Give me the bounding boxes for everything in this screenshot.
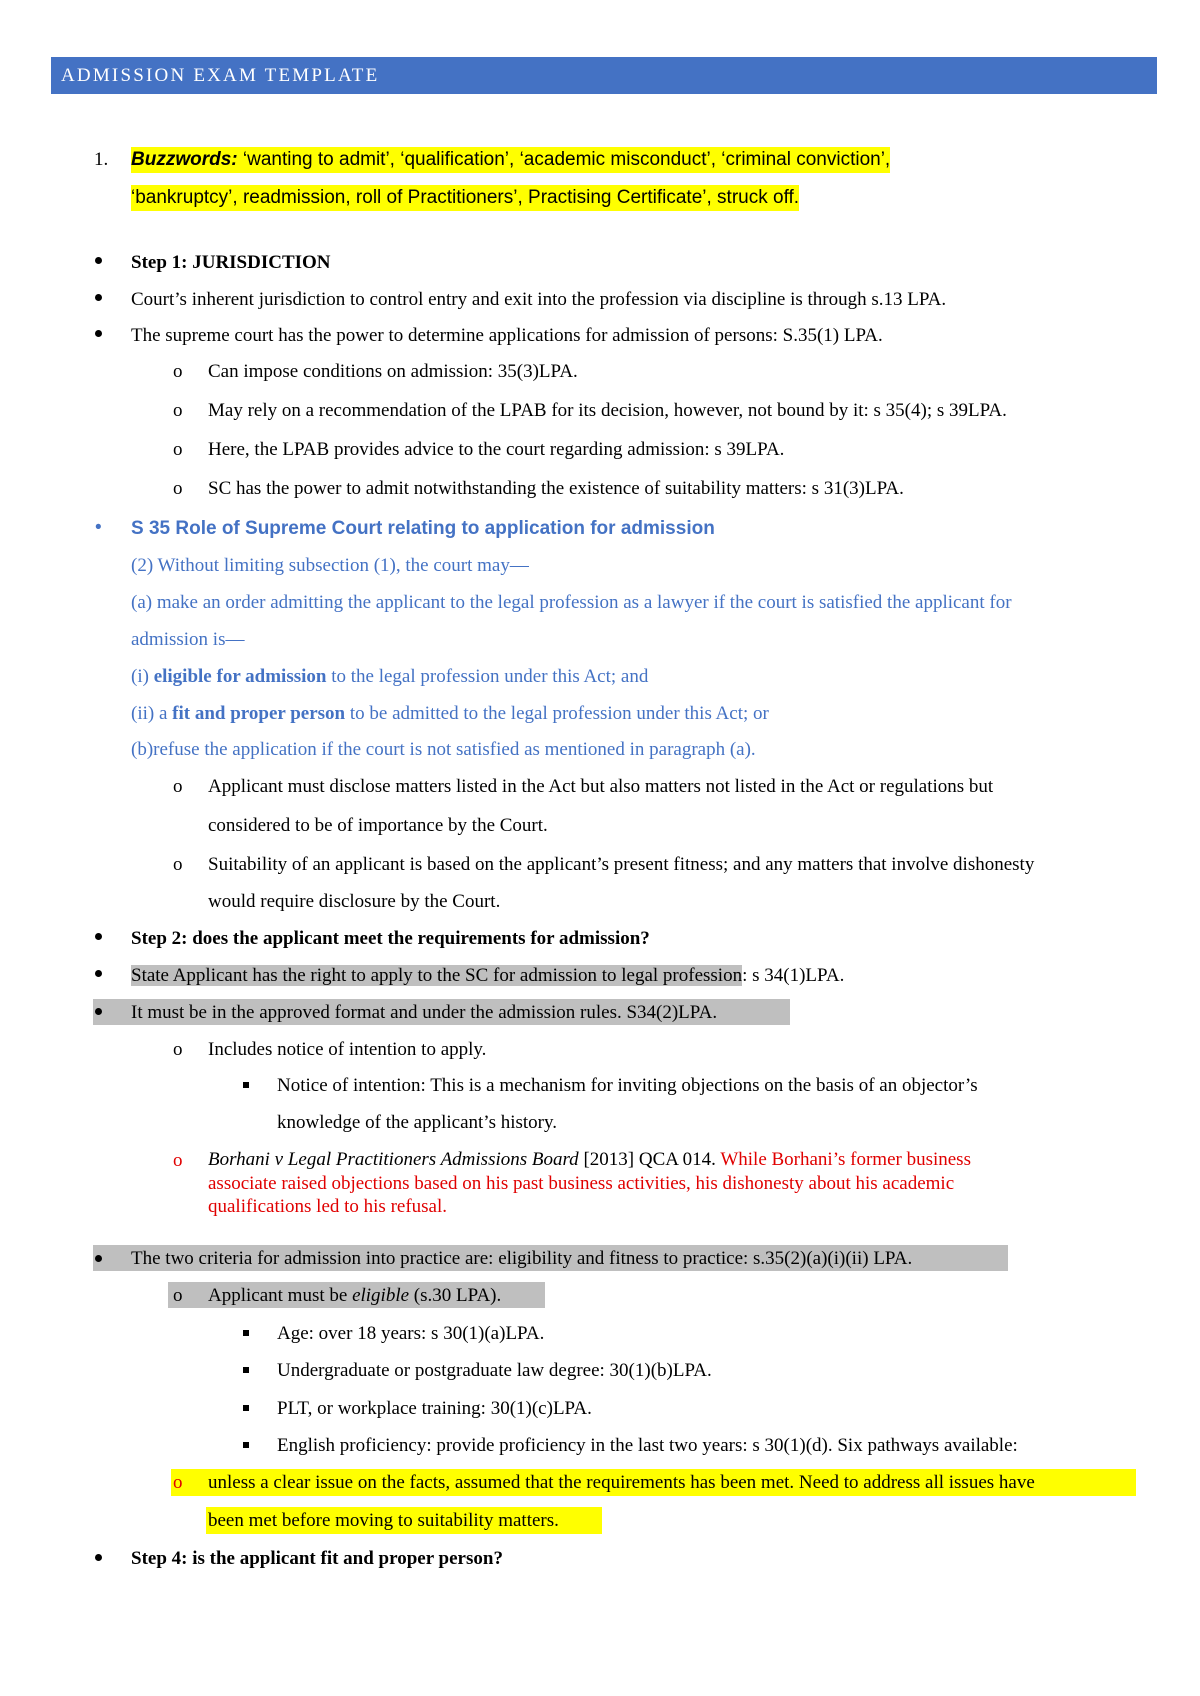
step1-bullet-1: Court’s inherent jurisdiction to control entry and exit into the profession via discipline is through s.13 LPA. (131, 289, 947, 310)
criteria-item-3: PLT, or workplace training: 30(1)(c)LPA. (277, 1398, 592, 1419)
criteria-item-1: Age: over 18 years: s 30(1)(a)LPA. (277, 1323, 545, 1344)
step1-sub-2: May rely on a recommendation of the LPAB for its decision, however, not bound by it: s 35(4); s 39LPA. (208, 400, 1007, 421)
red-sub-bullet-icon: o (173, 1150, 183, 1171)
sub-bullet-icon: o (173, 776, 183, 797)
buzzwords-text-1: ‘wanting to admit’, ‘qualification’, ‘academic misconduct’, ‘criminal conviction’, (237, 149, 891, 170)
s35-line-4: (i) eligible for admission to the legal profession under this Act; and (131, 666, 649, 687)
buzzwords-number: 1. (94, 149, 109, 170)
criteria-bullet: The two criteria for admission into practice are: eligibility and fitness to practice: s.35(2)(a)(i)(ii) LPA. (131, 1248, 913, 1269)
bullet-icon (95, 1008, 102, 1015)
sub-bullet-icon: o (173, 1039, 183, 1060)
step2-sub-1: Includes notice of intention to apply. (208, 1039, 487, 1060)
document-header (51, 57, 1157, 94)
step1-bullet-2: The supreme court has the power to determine applications for admission of persons: S.35(1) LPA. (131, 325, 883, 346)
sub-bullet-icon: o (173, 478, 183, 499)
bullet-icon (95, 294, 102, 301)
step4-heading: Step 4: is the applicant fit and proper person? (131, 1548, 503, 1569)
s35-line-6: (b)refuse the application if the court is not satisfied as mentioned in paragraph (a). (131, 739, 756, 760)
step2-subsub-1a: Notice of intention: This is a mechanism for inviting objections on the basis of an objector’s (277, 1075, 978, 1096)
s35-sub-1b: considered to be of importance by the Court. (208, 815, 548, 836)
s35-sub-1a: Applicant must disclose matters listed in the Act but also matters not listed in the Act or regulations but (208, 776, 994, 797)
square-bullet-icon (243, 1367, 249, 1373)
case-line-3: qualifications led to his refusal. (208, 1196, 448, 1217)
square-bullet-icon (243, 1330, 249, 1336)
square-bullet-icon (243, 1405, 249, 1411)
bullet-icon (95, 1554, 102, 1561)
s35-sub-2b: would require disclosure by the Court. (208, 891, 501, 912)
s35-sub-2a: Suitability of an applicant is based on the applicant’s present fitness; and any matters that involve dishonesty (208, 854, 1035, 875)
case-line-1: Borhani v Legal Practitioners Admissions Board [2013] QCA 014. While Borhani’s former business (208, 1149, 971, 1170)
sub-bullet-icon: o (173, 854, 183, 875)
step1-sub-1: Can impose conditions on admission: 35(3)LPA. (208, 361, 578, 382)
step2-bullet-2: It must be in the approved format and under the admission rules. S34(2)LPA. (131, 1002, 718, 1023)
buzzwords-line-1 (131, 147, 890, 173)
s35-line-3: admission is— (131, 629, 245, 650)
case-line-2: associate raised objections based on his past business activities, his dishonesty about his academic (208, 1173, 955, 1194)
criteria-note-1: unless a clear issue on the facts, assumed that the requirements has been met. Need to address all issues have (208, 1472, 1035, 1493)
bullet-icon (95, 330, 102, 337)
sub-bullet-icon: o (173, 439, 183, 460)
bullet-icon (95, 933, 102, 940)
bullet-icon (95, 970, 102, 977)
step2-heading: Step 2: does the applicant meet the requirements for admission? (131, 928, 650, 949)
s35-line-5: (ii) a fit and proper person to be admitted to the legal profession under this Act; or (131, 703, 769, 724)
step2-bullet-1: State Applicant has the right to apply to the SC for admission to legal profession: s 34(1)LPA. (131, 965, 845, 986)
step2-subsub-1b: knowledge of the applicant’s history. (277, 1112, 558, 1133)
bullet-icon (95, 1255, 102, 1262)
document-title: ADMISSION EXAM TEMPLATE (61, 65, 380, 86)
criteria-sub: Applicant must be eligible (s.30 LPA). (208, 1285, 502, 1306)
buzzwords-label: Buzzwords: (131, 149, 238, 170)
buzzwords-line-2: ‘bankruptcy’, readmission, roll of Practitioners’, Practising Certificate’, struck off. (131, 185, 799, 211)
sub-bullet-icon: o (173, 361, 183, 382)
sub-bullet-icon: o (173, 400, 183, 421)
s35-bullet-icon: • (95, 517, 102, 538)
sub-bullet-icon: o (173, 1285, 183, 1306)
criteria-note-2: been met before moving to suitability matters. (208, 1510, 559, 1531)
bullet-icon (95, 257, 102, 264)
s35-line-1: (2) Without limiting subsection (1), the court may— (131, 555, 529, 576)
s35-line-2: (a) make an order admitting the applicant to the legal profession as a lawyer if the court is satisfied the applicant for (131, 592, 1012, 613)
step1-sub-4: SC has the power to admit notwithstanding the existence of suitability matters: s 31(3)LPA. (208, 478, 904, 499)
criteria-item-4: English proficiency: provide proficiency in the last two years: s 30(1)(d). Six pathways available: (277, 1435, 1018, 1456)
square-bullet-icon (243, 1082, 249, 1088)
red-sub-bullet-icon: o (173, 1472, 183, 1493)
square-bullet-icon (243, 1442, 249, 1448)
s35-heading: S 35 Role of Supreme Court relating to application for admission (131, 518, 715, 539)
criteria-item-2: Undergraduate or postgraduate law degree: 30(1)(b)LPA. (277, 1360, 712, 1381)
step1-sub-3: Here, the LPAB provides advice to the court regarding admission: s 39LPA. (208, 439, 785, 460)
step1-heading: Step 1: JURISDICTION (131, 252, 331, 273)
